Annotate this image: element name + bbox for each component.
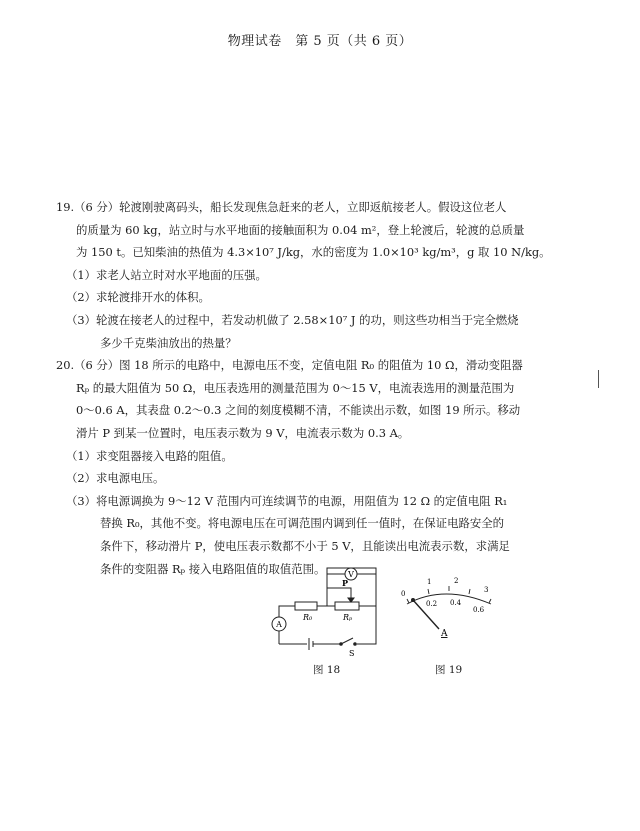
q19-sub-2: （2）求轮渡排开水的体积。 xyxy=(66,290,210,305)
figures-area xyxy=(265,566,525,676)
page-header: 物理试卷 第 5 页（共 6 页） xyxy=(227,34,413,49)
q20-line-3: 0～0.6 A，其表盘 0.2～0.3 之间的刻度模糊不清，不能读出示数，如图 19 所示。移动 xyxy=(76,403,521,418)
voltmeter-label: V xyxy=(348,570,354,579)
question-20 xyxy=(56,354,586,580)
slider-label: P xyxy=(342,578,349,588)
questions-content xyxy=(56,196,586,580)
dial-label-3: 3 xyxy=(484,586,489,594)
q20-sub-3-cont-2: 条件下，移动滑片 P，使电压表示数都不小于 5 V，且能读出电流表示数，求满足 xyxy=(100,538,510,553)
question-19 xyxy=(56,196,586,354)
q20-line-4: 滑片 P 到某一位置时，电压表示数为 9 V，电流表示数为 0.3 A。 xyxy=(76,425,410,440)
dial-label-06: 0.6 xyxy=(473,606,485,614)
q19-line-2: 的质量为 60 kg，站立时与水平地面的接触面积为 0.04 m²，登上轮渡后，轮渡的总质量 xyxy=(76,222,525,237)
ammeter-label: A xyxy=(276,620,282,629)
q20-sub-3-cont-1: 替换 R₀，其他不变。将电源电压在可调范围内调到任一值时，在保证电路安全的 xyxy=(100,516,505,531)
q20-sub-3: （3）将电源调换为 9～12 V 范围内可连续调节的电源，用阻值为 12 Ω 的定值电阻 R₁ xyxy=(66,493,508,508)
q19-sub-3-cont: 多少千克柴油放出的热量？ xyxy=(100,335,237,350)
dial-unit-label: A xyxy=(441,629,448,639)
dial-label-2: 2 xyxy=(454,577,459,585)
q19-sub-3: （3）轮渡在接老人的过程中，若发动机做了 2.58×10⁷ J 的功，则这些功相当于完全燃烧 xyxy=(66,312,519,327)
q20-line-1: 20.（6 分）图 18 所示的电路中，电源电压不变，定值电阻 R₀ 的阻值为 10 Ω，滑动变阻器 xyxy=(56,358,523,373)
circuit-diagram-fig18 xyxy=(265,566,395,656)
dial-label-1: 1 xyxy=(427,578,432,586)
r0-label: R₀ xyxy=(303,613,313,622)
fig19-caption: 图 19 xyxy=(435,664,463,676)
q19-line-1: 19.（6 分）轮渡刚驶离码头，船长发现焦急赶来的老人，立即返航接老人。假设这位老人 xyxy=(56,200,507,214)
dial-label-02: 0.2 xyxy=(426,600,438,608)
q19-sub-1: （1）求老人站立时对水平地面的压强。 xyxy=(66,267,267,282)
q20-line-2: Rₚ 的最大阻值为 50 Ω，电压表选用的测量范围为 0～15 V，电流表选用的测量范围为 xyxy=(76,380,515,395)
switch-label: S xyxy=(349,649,355,656)
margin-mark xyxy=(598,370,599,388)
q20-sub-2: （2）求电源电压。 xyxy=(66,471,165,486)
rp-label: Rₚ xyxy=(343,613,353,622)
q20-sub-1: （1）求变阻器接入电路的阻值。 xyxy=(66,448,233,463)
ammeter-dial-fig19 xyxy=(399,574,499,654)
fig18-caption: 图 18 xyxy=(313,664,341,676)
dial-label-0: 0 xyxy=(401,590,406,598)
q20-sub-3-cont-3: 条件的变阻器 Rₚ 接入电路阻值的取值范围。 xyxy=(100,561,326,576)
dial-label-04: 0.4 xyxy=(450,599,462,607)
q19-line-3: 为 150 t。已知柴油的热值为 4.3×10⁷ J/kg，水的密度为 1.0×10³ kg/m³，g 取 10 N/kg。 xyxy=(76,245,551,260)
